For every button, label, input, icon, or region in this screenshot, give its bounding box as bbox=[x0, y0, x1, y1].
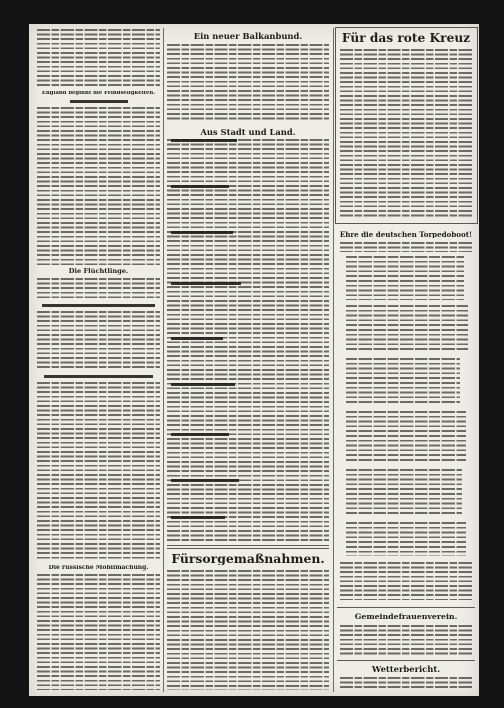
article-body bbox=[340, 625, 473, 656]
paragraph-runin bbox=[171, 231, 233, 234]
headline: Gemeindefrauenverein. bbox=[354, 613, 458, 621]
headline: Ein neuer Balkanbund. bbox=[193, 32, 303, 41]
poem-stanza bbox=[346, 305, 468, 353]
poem-stanza bbox=[346, 469, 462, 517]
paragraph-runin bbox=[171, 433, 229, 436]
headline: Für das rote Kreuz bbox=[341, 32, 471, 45]
section-divider bbox=[167, 548, 329, 549]
headline: Die Flüchtlinge. bbox=[68, 268, 129, 275]
column-rule-left bbox=[163, 28, 164, 692]
article-body bbox=[37, 29, 160, 89]
poem-stanza bbox=[346, 358, 460, 406]
headline: England beginnt die Feindseligkeiten. bbox=[41, 91, 156, 96]
article-body bbox=[37, 382, 160, 561]
article-body bbox=[340, 677, 473, 691]
headline: Wetterbericht. bbox=[371, 665, 441, 674]
headline: Aus Stadt und Land. bbox=[200, 128, 296, 137]
section-divider bbox=[337, 607, 475, 608]
article-body bbox=[37, 311, 160, 371]
headline: Die russische Mobilmachung. bbox=[48, 565, 149, 571]
poem-stanza bbox=[346, 411, 466, 464]
article-body bbox=[37, 107, 160, 265]
headline: Fürsorgemaßnahmen. bbox=[171, 553, 325, 566]
paragraph-runin bbox=[171, 383, 235, 386]
subheadline bbox=[70, 100, 128, 103]
poem-intro bbox=[340, 242, 473, 252]
paragraph-runin bbox=[171, 479, 239, 482]
subheadline bbox=[44, 375, 153, 378]
article-body bbox=[37, 278, 160, 301]
column-rule-right bbox=[333, 28, 334, 692]
article-body bbox=[167, 570, 329, 690]
donation-list bbox=[340, 49, 473, 217]
paragraph-runin bbox=[171, 139, 237, 142]
section-divider bbox=[337, 660, 475, 661]
headline: Ehre die deutschen Torpedoboot! bbox=[339, 231, 473, 239]
article-body bbox=[37, 574, 160, 690]
paragraph-runin bbox=[171, 185, 229, 188]
article-body bbox=[340, 562, 473, 600]
article-body bbox=[167, 44, 329, 122]
subheadline bbox=[42, 304, 155, 307]
paragraph-runin bbox=[171, 516, 225, 519]
poem-stanza bbox=[346, 256, 464, 300]
paragraph-runin bbox=[171, 282, 241, 285]
section-divider bbox=[167, 545, 329, 546]
paragraph-runin bbox=[171, 337, 223, 340]
poem-stanza bbox=[346, 522, 466, 556]
